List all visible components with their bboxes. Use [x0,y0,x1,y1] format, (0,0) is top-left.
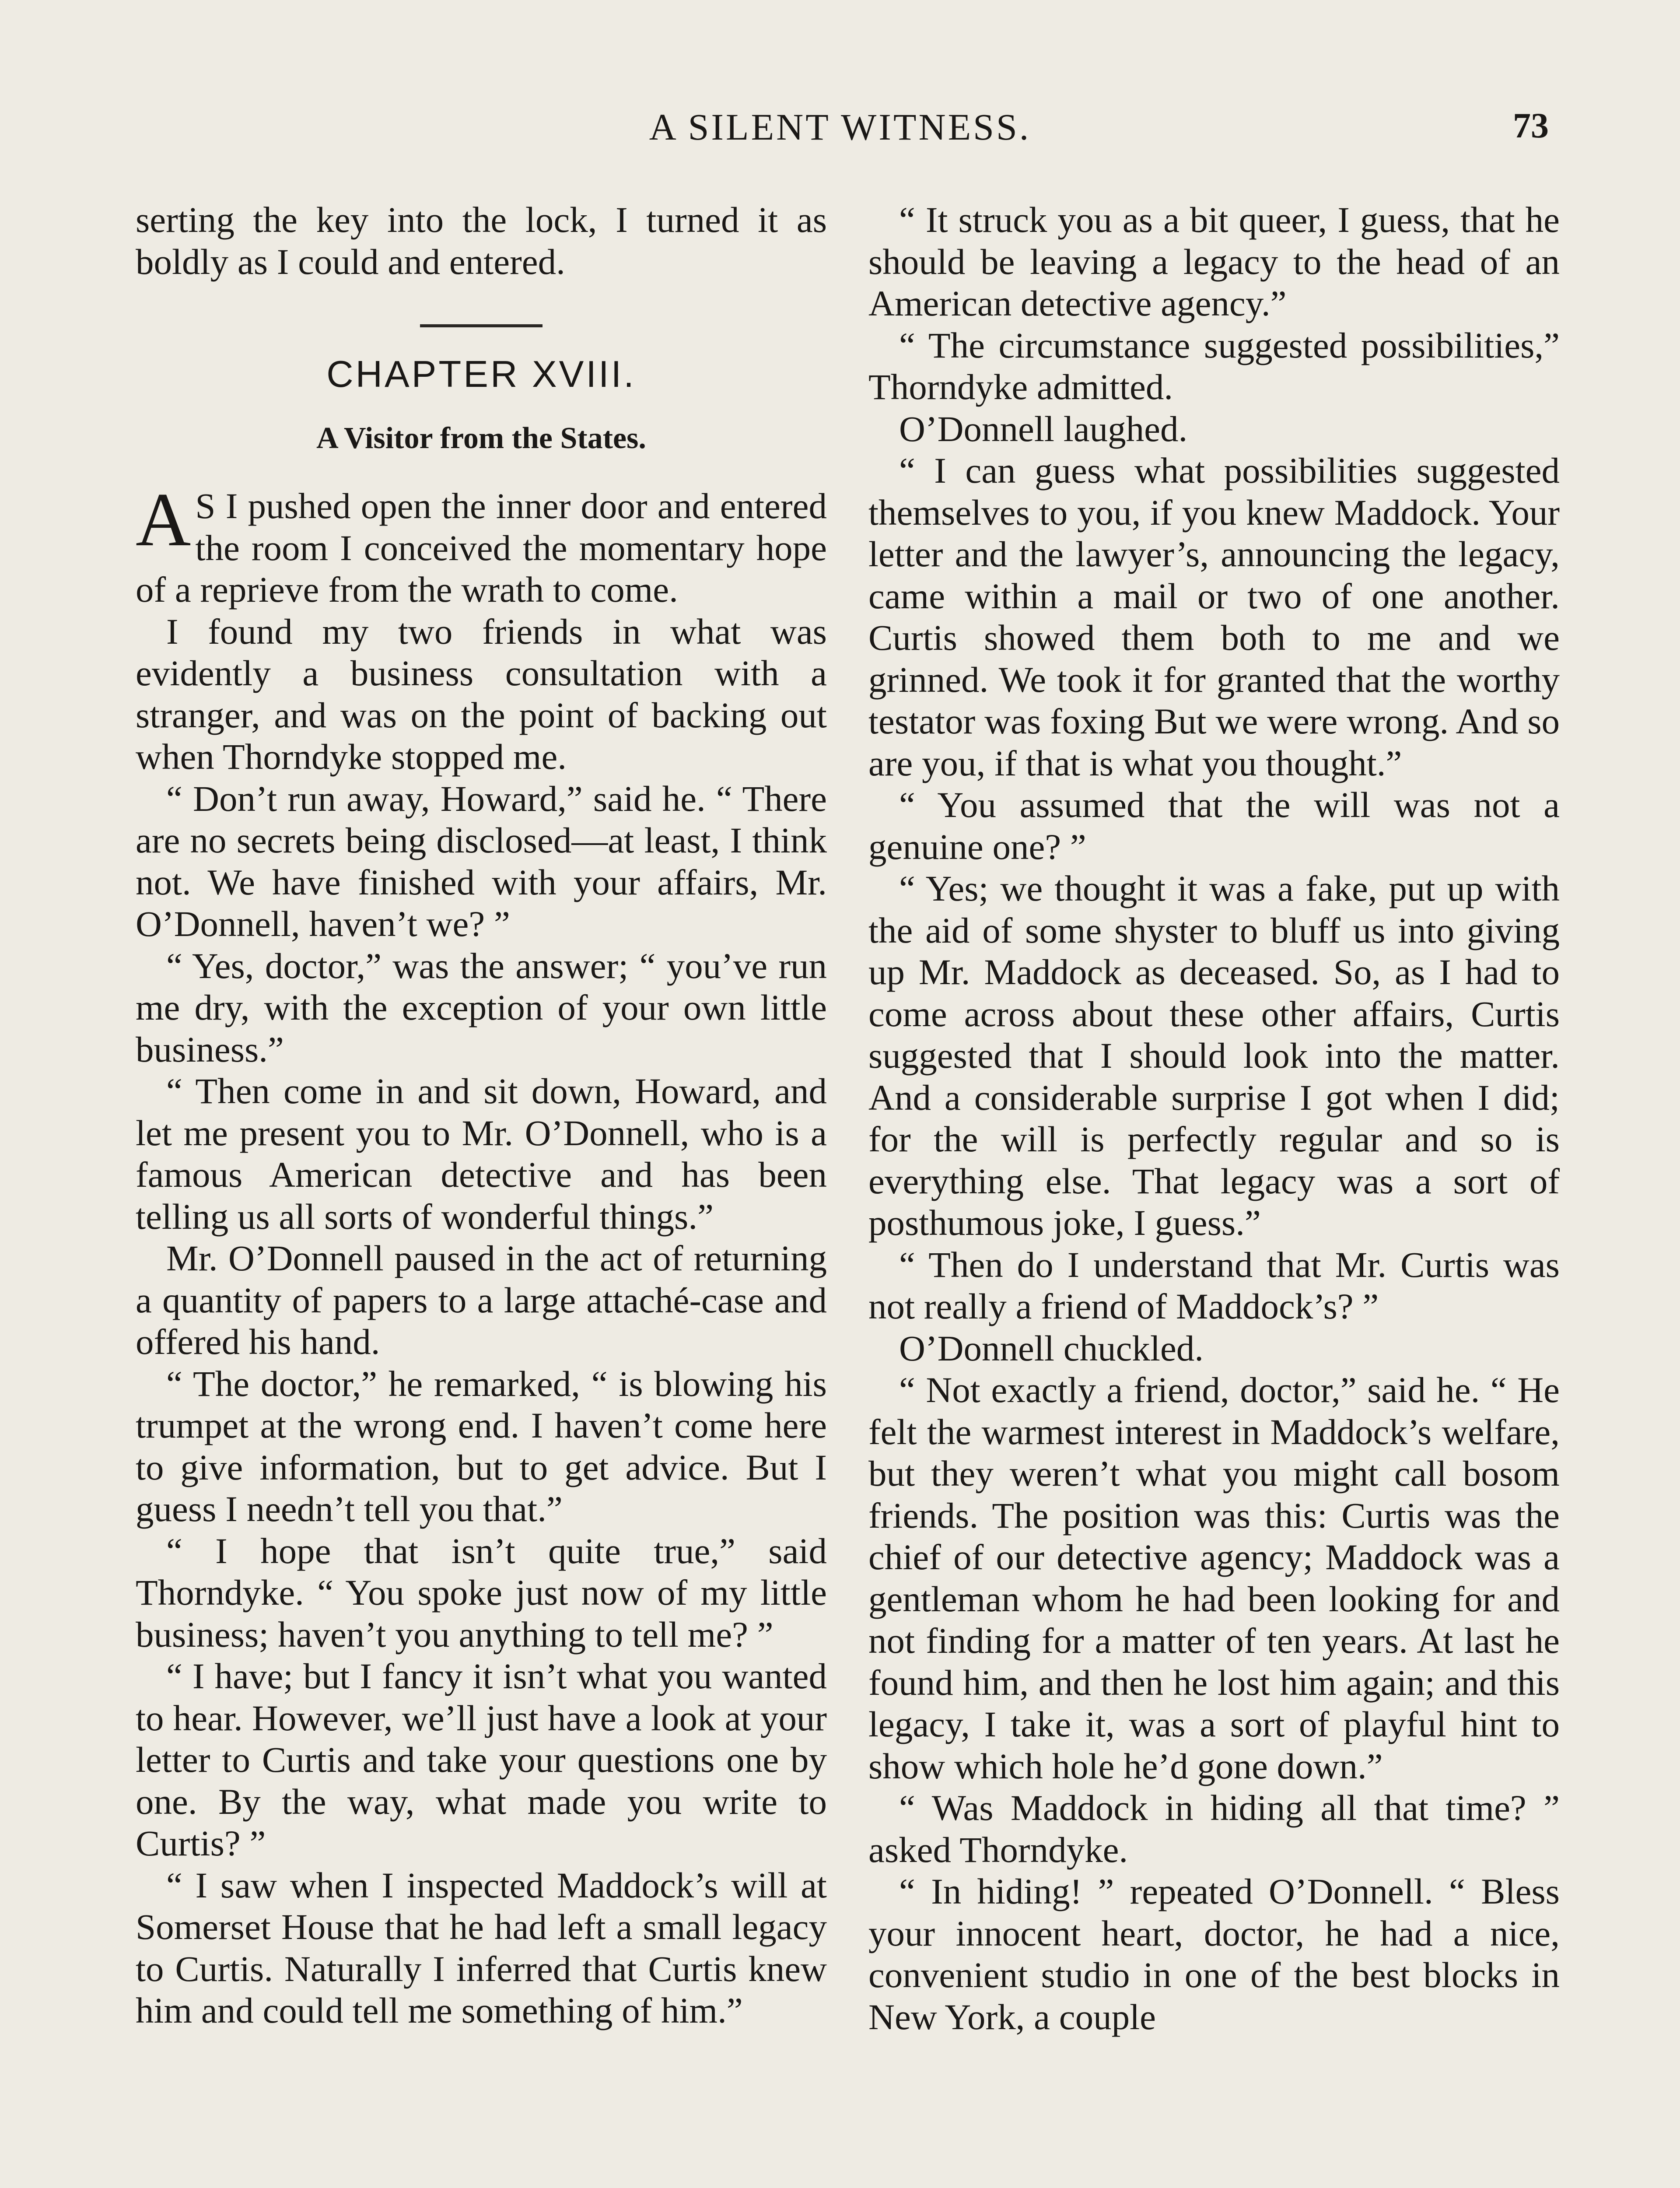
paragraph: “ Not exactly a friend, doctor,” said he. “ He felt the warmest interest in Maddock’s welfare, but they weren’t what you might call bosom friends. The position was this: Curtis was the chief of our detective agency; Maddock was a gentleman whom he had been looking for and not finding for a matter of ten years. At last he found him, and then he lost him again; and this legacy, I take it, was a sort of playful hint to show which hole he’d gone down.” [868,1370,1560,1786]
paragraph: “ Was Maddock in hiding all that time? ” asked Thorndyke. [868,1788,1560,1870]
paragraph: “ I have; but I fancy it isn’t what you wanted to hear. However, we’ll just have a look at your letter to Curtis and take your questions one by one. By the way, what made you write to Curtis? ” [136,1656,827,1863]
paragraph: O’Donnell laughed. [899,408,1188,449]
right-column [868,199,1560,2038]
paragraph: “ I saw when I inspected Maddock’s will at Somerset House that he had left a small legacy to Curtis. Naturally I inferred that Curtis knew him and could tell me something of him.” [136,1865,827,2030]
paragraph: “ The doctor,” he remarked, “ is blowing his trumpet at the wrong end. I haven’t come here to give information, but to get advice. But I guess I needn’t tell you that.” [136,1363,827,1529]
paragraph: “ Then come in and sit down, Howard, and let me present you to Mr. O’Donnell, who is a famous American detective and has been telling us all sorts of wonderful things.” [136,1071,827,1237]
paragraph: Mr. O’Donnell paused in the act of returning a quantity of papers to a large attaché-case and offered his hand. [136,1238,827,1362]
paragraph: “ I can guess what possibilities suggested themselves to you, if you knew Maddock. Your letter and the lawyer’s, announcing the legacy, came within a mail or two of one another. Curtis showed them both to me and we grinned. We took it for granted that the worthy testator was foxing But we were wrong. And so are you, if that is what you thought.” [868,450,1560,783]
drop-cap: A [136,477,191,562]
paragraph: “ The circumstance suggested possibilities,” Thorndyke admitted. [868,325,1560,407]
paragraph: “ Don’t run away, Howard,” said he. “ There are no secrets being disclosed—at least, I think not. We have finished with your affairs, Mr. O’Donnell, haven’t we? ” [136,778,827,944]
chapter-subtitle: A Visitor from the States. [316,421,646,455]
paragraph: “ It struck you as a bit queer, I guess, that he should be leaving a legacy to the head of an American detective agency.” [868,200,1560,323]
chapter-title: CHAPTER XVIII. [326,354,636,395]
opening-paragraph: serting the key into the lock, I turned it as boldly as I could and entered. [136,200,827,282]
page-number: 73 [1513,105,1549,145]
paragraph [136,477,827,611]
paragraph: “ You assumed that the will was not a genuine one? ” [868,785,1560,867]
running-title: A SILENT WITNESS. [649,106,1031,148]
page-header [131,105,1549,153]
paragraph: I found my two friends in what was evidently a business consultation with a stranger, and was on the point of backing out when Thorndyke stopped me. [136,611,827,777]
paragraph: “ Yes; we thought it was a fake, put up with the aid of some shyster to bluff us into giving up Mr. Maddock as deceased. So, as I had to come across about these other affairs, Curtis suggested that I should look into the matter. And a considerable surprise I got when I did; for the will is perfectly regular and so is everything else. That legacy was a sort of posthumous joke, I guess.” [868,868,1560,1243]
paragraph: “ In hiding! ” repeated O’Donnell. “ Bless your innocent heart, doctor, he had a nice, convenient studio in one of the best blocks in New York, a couple [868,1871,1560,2037]
paragraph: “ I hope that isn’t quite true,” said Thorndyke. “ You spoke just now of my little business; haven’t you anything to tell me? ” [136,1530,827,1655]
paragraph: “ Then do I understand that Mr. Curtis was not really a friend of Maddock’s? ” [868,1244,1560,1326]
left-column [136,199,827,2032]
paragraph: O’Donnell chuckled. [899,1328,1204,1368]
section-divider [420,324,542,327]
paragraph: “ Yes, doctor,” was the answer; “ you’ve run me dry, with the exception of your own little business.” [136,945,827,1069]
paragraph-text: S I pushed open the inner door and entered the room I conceived the momentary hope of a reprieve from the wrath to come. [136,486,827,610]
